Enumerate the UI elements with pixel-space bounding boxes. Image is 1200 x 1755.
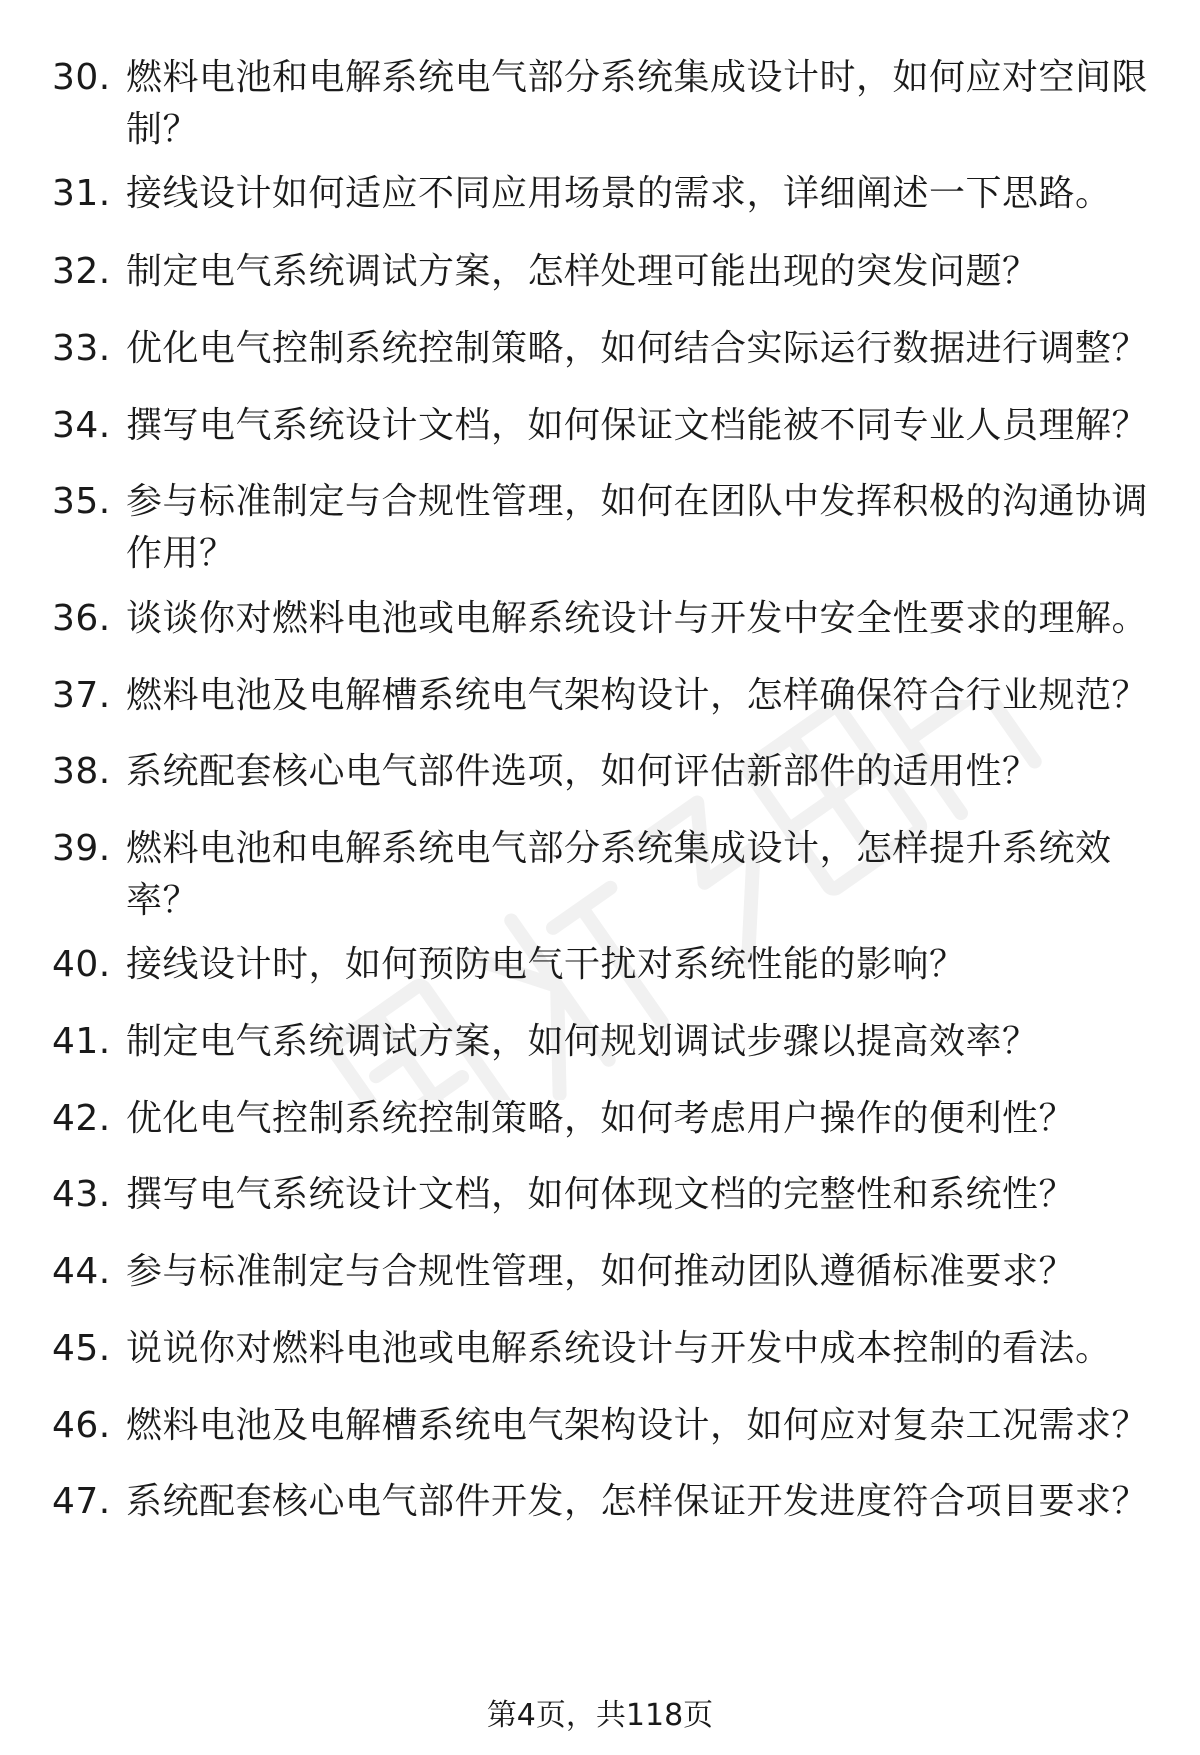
question-number: 47. (52, 1481, 111, 1522)
question-number: 30. (52, 57, 111, 98)
question-number: 37. (52, 675, 111, 716)
question-number: 33. (52, 328, 111, 369)
question-text: 系统配套核心电气部件开发，怎样保证开发进度符合项目要求？ (126, 1481, 1149, 1522)
question-text: 参与标准制定与合规性管理，如何在团队中发挥积极的沟通协调作用？ (126, 481, 1149, 574)
question-number: 42. (52, 1098, 111, 1139)
question-number: 45. (52, 1328, 111, 1369)
question-number: 36. (52, 598, 111, 639)
question-text: 燃料电池及电解槽系统电气架构设计，怎样确保符合行业规范？ (126, 675, 1149, 716)
question-number: 46. (52, 1405, 111, 1446)
question-number: 44. (52, 1251, 111, 1292)
question-text: 优化电气控制系统控制策略，如何结合实际运行数据进行调整？ (126, 328, 1149, 369)
question-text: 制定电气系统调试方案，怎样处理可能出现的突发问题？ (126, 251, 1039, 292)
question-text: 燃料电池和电解系统电气部分系统集成设计时，如何应对空间限制？ (126, 57, 1149, 150)
question-number: 34. (52, 405, 111, 446)
question-text: 燃料电池和电解系统电气部分系统集成设计，怎样提升系统效率？ (126, 828, 1112, 921)
question-text: 撰写电气系统设计文档，如何保证文档能被不同专业人员理解？ (126, 405, 1149, 446)
question-text: 燃料电池及电解槽系统电气架构设计，如何应对复杂工况需求？ (126, 1405, 1149, 1446)
question-text: 优化电气控制系统控制策略，如何考虑用户操作的便利性？ (126, 1098, 1076, 1139)
question-text: 参与标准制定与合规性管理，如何推动团队遵循标准要求？ (126, 1251, 1076, 1292)
question-text: 接线设计时，如何预防电气干扰对系统性能的影响？ (126, 944, 966, 985)
page-footer: 第4页，共118页 (486, 1698, 714, 1733)
question-text: 系统配套核心电气部件选项，如何评估新部件的适用性？ (126, 751, 1039, 792)
question-number: 31. (52, 173, 111, 214)
question-number: 35. (52, 481, 111, 522)
question-text: 制定电气系统调试方案，如何规划调试步骤以提高效率？ (126, 1021, 1039, 1062)
question-number: 43. (52, 1174, 111, 1215)
question-number: 32. (52, 251, 111, 292)
question-text: 接线设计如何适应不同应用场景的需求，详细阐述一下思路。 (126, 173, 1112, 214)
question-text: 谈谈你对燃料电池或电解系统设计与开发中安全性要求的理解。 (126, 598, 1149, 639)
question-text: 说说你对燃料电池或电解系统设计与开发中成本控制的看法。 (126, 1328, 1112, 1369)
question-number: 40. (52, 944, 111, 985)
question-number: 41. (52, 1021, 111, 1062)
question-number: 38. (52, 751, 111, 792)
question-text: 撰写电气系统设计文档，如何体现文档的完整性和系统性？ (126, 1174, 1076, 1215)
question-number: 39. (52, 828, 111, 869)
